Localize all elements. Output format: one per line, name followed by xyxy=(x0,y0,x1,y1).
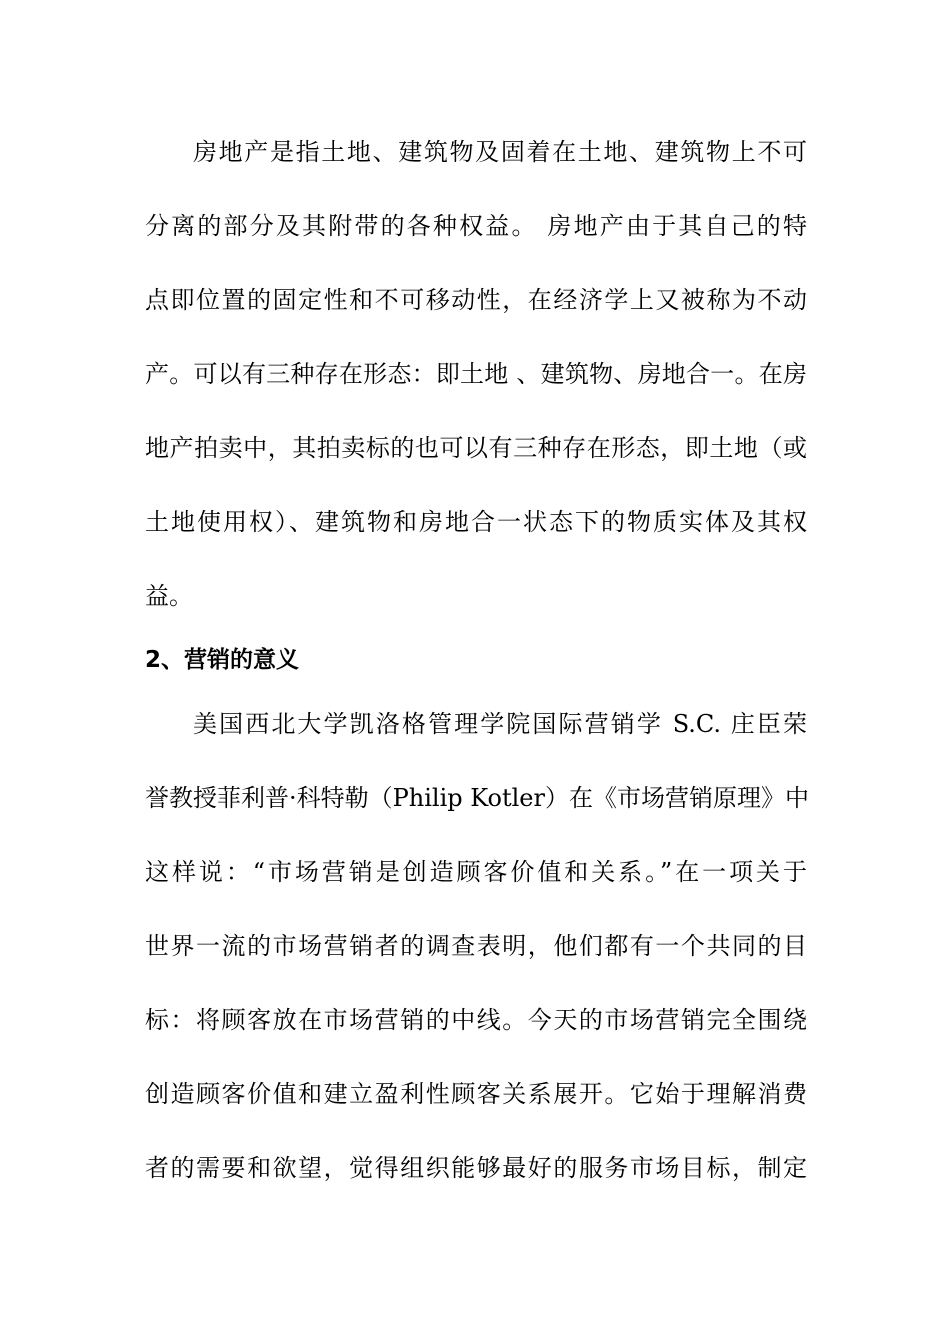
paragraph-line: 创造顾客价值和建立盈利性顾客关系展开。它始于理解消费 xyxy=(145,1080,807,1108)
paragraph-line: 房地产是指土地、建筑物及固着在土地、建筑物上不可 xyxy=(193,138,807,166)
paragraph-line: 分离的部分及其附带的各种权益。 房地产由于其自己的特 xyxy=(145,212,807,240)
paragraph-line: 美国西北大学凯洛格管理学院国际营销学 S.C. 庄臣荣 xyxy=(193,710,807,738)
paragraph-line: 产。可以有三种存在形态：即土地 、建筑物、房地合一。在房 xyxy=(145,360,807,388)
paragraph-line: 誉教授菲利普·科特勒（Philip Kotler）在《市场营销原理》中 xyxy=(145,784,809,812)
section-heading: 2、营销的意义 xyxy=(145,647,300,673)
paragraph-line: 这样说：“市场营销是创造顾客价值和关系。”在一项关于 xyxy=(145,858,807,886)
paragraph-line: 点即位置的固定性和不可移动性，在经济学上又被称为不动 xyxy=(145,286,807,314)
paragraph-line: 益。 xyxy=(145,582,193,610)
paragraph-line: 地产拍卖中，其拍卖标的也可以有三种存在形态，即土地（或 xyxy=(145,434,807,462)
paragraph-line: 世界一流的市场营销者的调查表明，他们都有一个共同的目 xyxy=(145,932,807,960)
paragraph-line: 标：将顾客放在市场营销的中线。今天的市场营销完全围绕 xyxy=(145,1006,807,1034)
paragraph-line: 者的需要和欲望，觉得组织能够最好的服务市场目标，制定 xyxy=(145,1154,807,1182)
paragraph-line: 土地使用权）、建筑物和房地合一状态下的物质实体及其权 xyxy=(145,508,807,536)
